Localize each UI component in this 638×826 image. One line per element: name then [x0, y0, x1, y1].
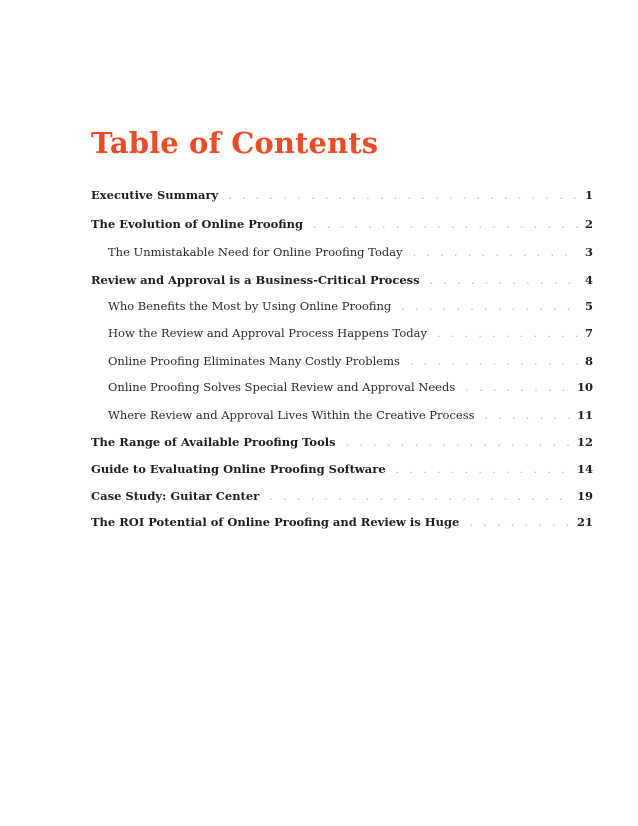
toc-subentry-who-benefits[interactable] — [108, 297, 593, 315]
toc-entry-roi-potential[interactable] — [91, 513, 593, 531]
toc-dot-leader — [413, 244, 579, 262]
toc-entry-label: How the Review and Approval Process Happens Today — [108, 326, 427, 340]
page-title: Table of Contents — [91, 126, 379, 160]
toc-entry-executive-summary[interactable] — [91, 186, 593, 204]
toc-dot-leader — [469, 514, 571, 532]
toc-subentry-creative-process[interactable] — [108, 406, 593, 424]
toc-page-number: 8 — [584, 354, 593, 368]
toc-dot-leader — [437, 325, 579, 343]
toc-subentry-special-needs[interactable] — [108, 378, 593, 396]
toc-entry-label: Online Proofing Eliminates Many Costly Problems — [108, 354, 400, 368]
toc-page-number: 11 — [576, 408, 593, 422]
toc-entry-evaluation-guide[interactable] — [91, 460, 593, 478]
toc-page-number: 2 — [584, 217, 593, 231]
toc-page-number: 10 — [576, 380, 593, 394]
toc-entry-label: Executive Summary — [91, 188, 219, 202]
toc-dot-leader — [485, 407, 571, 425]
toc-dot-leader — [269, 488, 571, 506]
toc-dot-leader — [396, 461, 571, 479]
toc-entry-label: The Range of Available Proofing Tools — [91, 435, 336, 449]
toc-entry-label: The Unmistakable Need for Online Proofing Today — [108, 245, 403, 259]
toc-page-number: 19 — [576, 489, 593, 503]
toc-entry-label: Who Benefits the Most by Using Online Proofing — [108, 299, 392, 313]
toc-page-number: 12 — [576, 435, 593, 449]
toc-dot-leader — [465, 379, 571, 397]
toc-entry-label: Review and Approval is a Business-Critical Process — [91, 273, 420, 287]
toc-entry-label: The Evolution of Online Proofing — [91, 217, 304, 231]
toc-subentry-review-process-today[interactable] — [108, 324, 593, 342]
toc-entry-proofing-tools[interactable] — [91, 433, 593, 451]
toc-entry-label: Where Review and Approval Lives Within the Creative Process — [108, 408, 475, 422]
toc-page-number: 14 — [576, 462, 593, 476]
toc-page-number: 21 — [576, 515, 593, 529]
toc-entry-review-approval-critical[interactable] — [91, 271, 593, 289]
toc-entry-case-study[interactable] — [91, 487, 593, 505]
toc-dot-leader — [410, 353, 579, 371]
toc-page-number: 5 — [584, 299, 593, 313]
toc-dot-leader — [313, 216, 579, 234]
toc-dot-leader — [228, 187, 579, 205]
toc-entry-label: Case Study: Guitar Center — [91, 489, 260, 503]
toc-dot-leader — [346, 434, 571, 452]
toc-page-number: 1 — [584, 188, 593, 202]
toc-subentry-unmistakable-need[interactable] — [108, 243, 593, 261]
toc-dot-leader — [401, 298, 579, 316]
toc-dot-leader — [430, 272, 579, 290]
toc-page-number: 3 — [584, 245, 593, 259]
toc-entry-label: Guide to Evaluating Online Proofing Software — [91, 462, 386, 476]
toc-page-number: 7 — [584, 326, 593, 340]
table-of-contents — [91, 0, 593, 826]
toc-page-number: 4 — [584, 273, 593, 287]
toc-entry-label: Online Proofing Solves Special Review and Approval Needs — [108, 380, 456, 394]
toc-subentry-eliminates-problems[interactable] — [108, 352, 593, 370]
toc-entry-evolution-online-proofing[interactable] — [91, 215, 593, 233]
toc-entry-label: The ROI Potential of Online Proofing and Review is Huge — [91, 515, 460, 529]
